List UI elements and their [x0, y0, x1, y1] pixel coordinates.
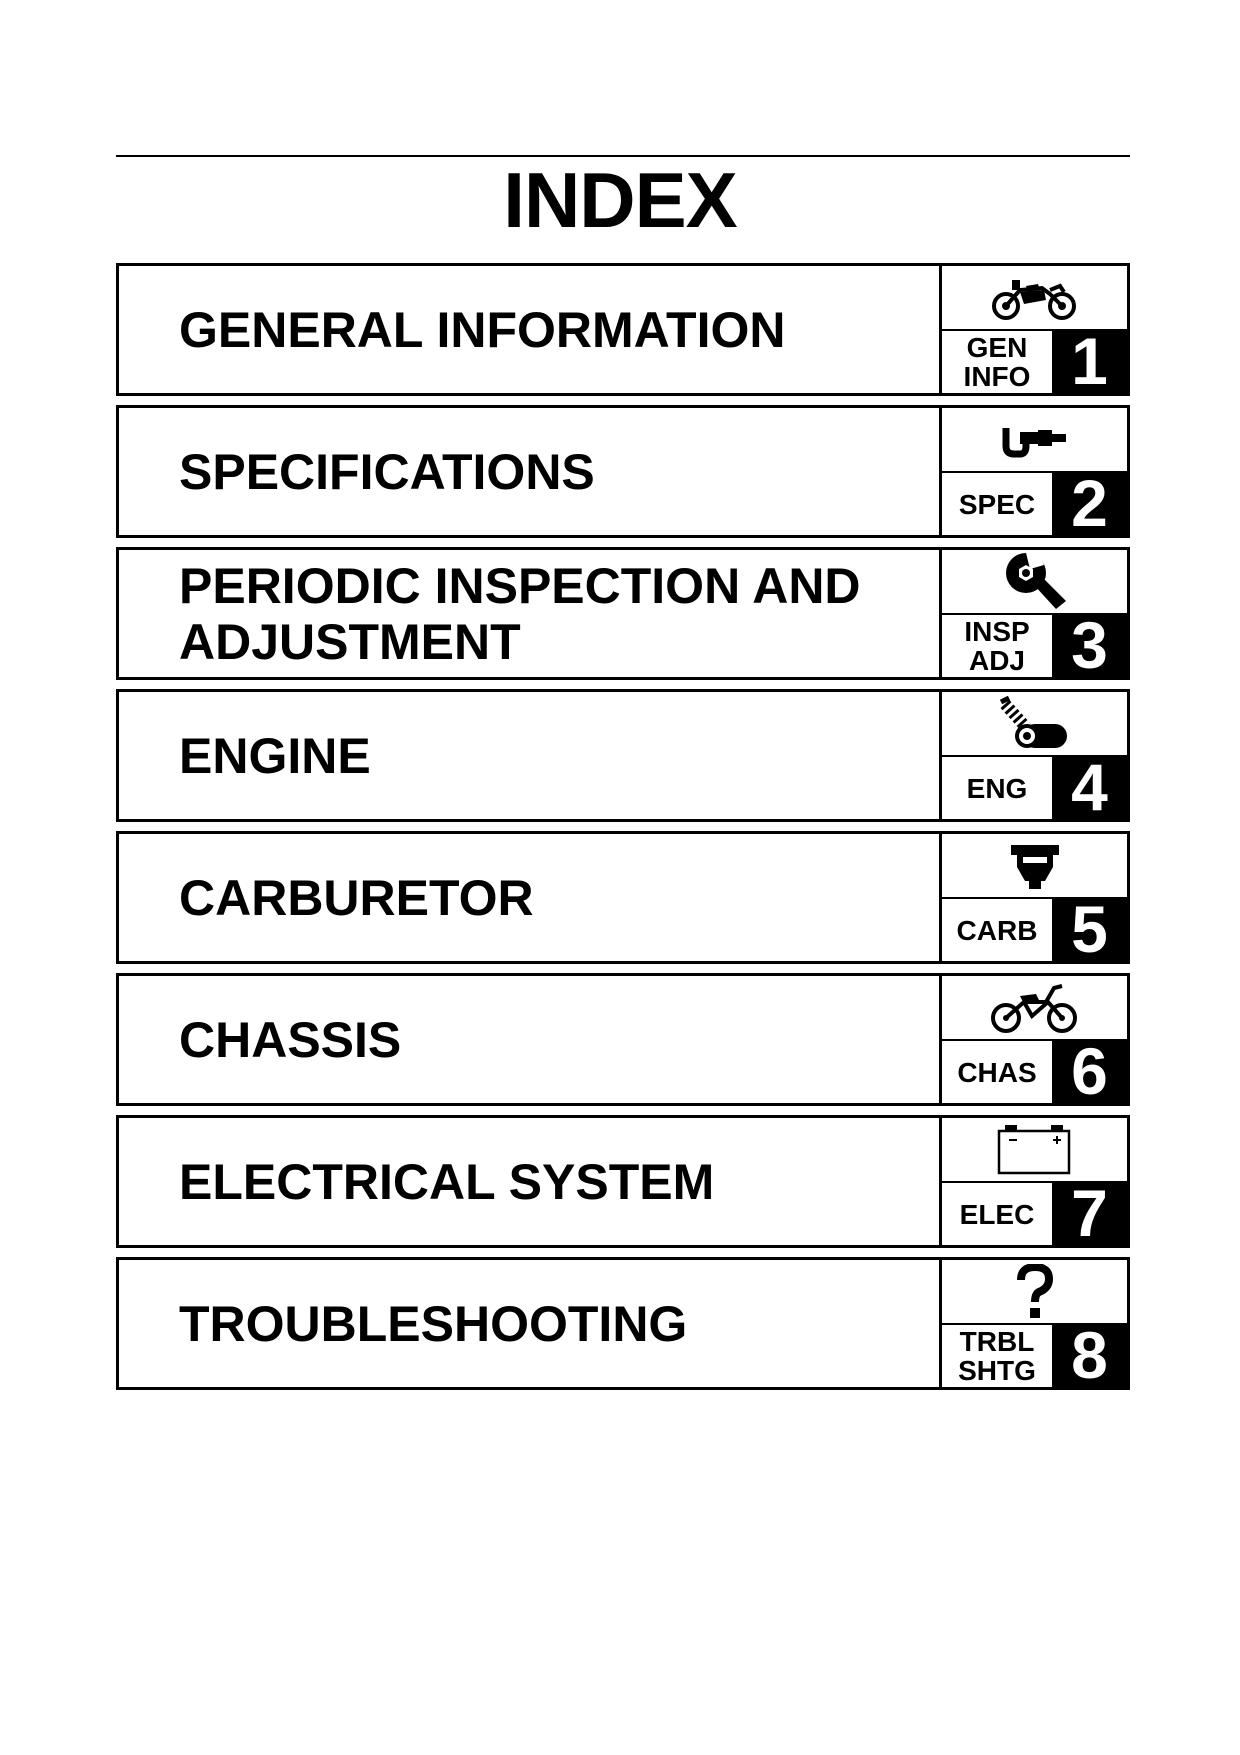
entry-title: GENERAL INFORMATION	[179, 301, 786, 358]
index-entry-periodic-inspection[interactable]	[116, 547, 1130, 680]
entry-title: CHASSIS	[179, 1011, 402, 1068]
index-entry-carburetor[interactable]	[116, 831, 1130, 964]
section-tab[interactable]	[939, 834, 1127, 966]
entry-title: CARBURETOR	[179, 869, 534, 926]
index-entry-chassis[interactable]	[116, 973, 1130, 1106]
tab-abbreviation: SPEC	[942, 471, 1052, 535]
carburetor-icon	[942, 834, 1127, 897]
entry-title: PERIODIC INSPECTION AND ADJUSTMENT	[179, 557, 861, 670]
tab-abbreviation: TRBL SHTG	[942, 1323, 1052, 1387]
index-entry-specifications[interactable]	[116, 405, 1130, 538]
tab-number: 5	[1052, 897, 1127, 961]
tab-abbreviation: CARB	[942, 897, 1052, 961]
section-tab[interactable]	[939, 408, 1127, 540]
entry-title: ELECTRICAL SYSTEM	[179, 1153, 715, 1210]
piston-icon	[942, 692, 1127, 755]
entry-title: TROUBLESHOOTING	[179, 1295, 688, 1352]
tab-abbreviation: GEN INFO	[942, 329, 1052, 393]
tab-abbreviation: CHAS	[942, 1039, 1052, 1103]
index-entry-general-information[interactable]	[116, 263, 1130, 396]
section-tab[interactable]	[939, 1260, 1127, 1392]
section-tab[interactable]	[939, 550, 1127, 682]
tab-number: 3	[1052, 613, 1127, 677]
micrometer-icon	[942, 408, 1127, 471]
wrench-icon	[942, 550, 1127, 613]
tab-number: 6	[1052, 1039, 1127, 1103]
motorcycle-icon	[942, 266, 1127, 329]
tab-number: 4	[1052, 755, 1127, 819]
section-tab[interactable]	[939, 692, 1127, 824]
section-tab[interactable]	[939, 266, 1127, 398]
question-mark-icon	[942, 1260, 1127, 1323]
tab-number: 1	[1052, 329, 1127, 393]
tab-abbreviation: ENG	[942, 755, 1052, 819]
entry-title: ENGINE	[179, 727, 371, 784]
dirt-bike-icon	[942, 976, 1127, 1039]
tab-number: 7	[1052, 1181, 1127, 1245]
page-title: INDEX	[503, 156, 737, 244]
section-tab[interactable]	[939, 976, 1127, 1108]
index-entry-electrical-system[interactable]	[116, 1115, 1130, 1248]
entry-title: SPECIFICATIONS	[179, 443, 595, 500]
index-entry-engine[interactable]	[116, 689, 1130, 822]
section-tab[interactable]	[939, 1118, 1127, 1250]
tab-abbreviation: ELEC	[942, 1181, 1052, 1245]
tab-number: 2	[1052, 471, 1127, 535]
battery-icon	[942, 1118, 1127, 1181]
tab-number: 8	[1052, 1323, 1127, 1387]
tab-abbreviation: INSP ADJ	[942, 613, 1052, 677]
index-entry-troubleshooting[interactable]	[116, 1257, 1130, 1390]
